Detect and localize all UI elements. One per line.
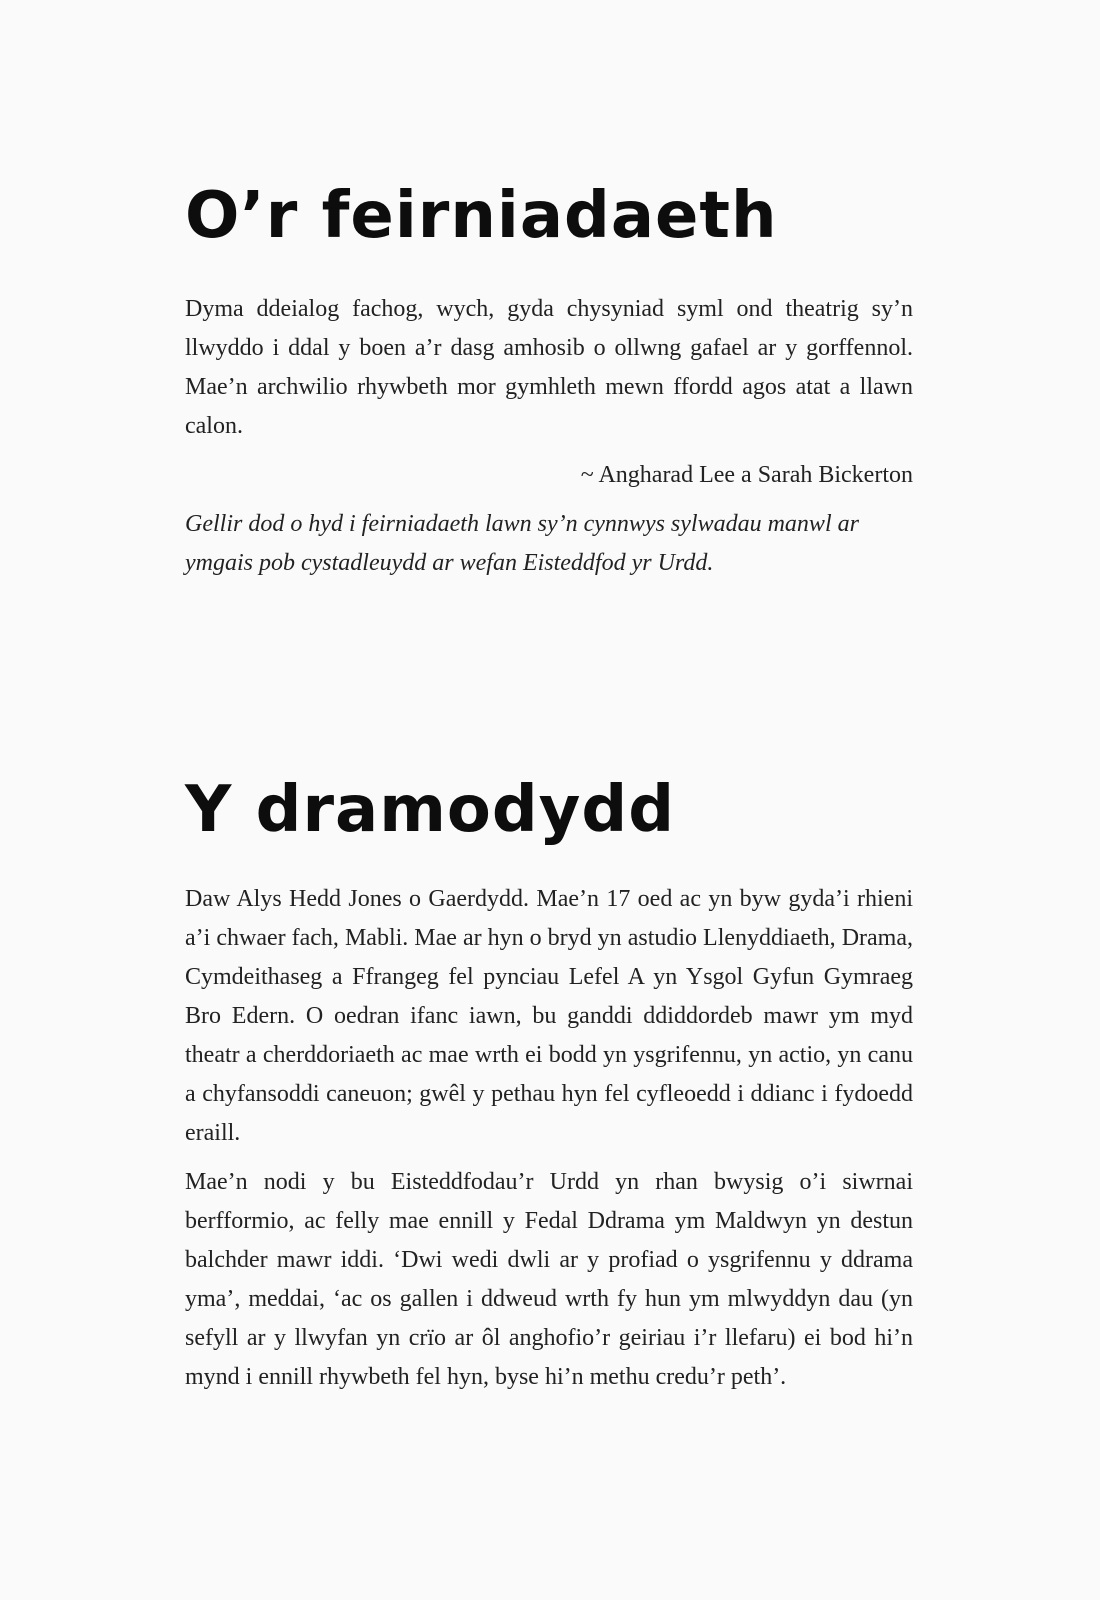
section-title-dramodydd: Y dramodydd bbox=[185, 773, 675, 847]
dramodydd-paragraph-1: Daw Alys Hedd Jones o Gaerdydd. Mae’n 17 oed ac yn byw gyda’i rhieni a’i chwaer fach, Mabli. Mae ar hyn o bryd yn astudio Llenyddiaeth, Drama, Cymdeithaseg a Ffrangeg fel pynciau Lefel A yn Ysgol Gyfun Gymraeg Bro Edern. O oedran ifanc iawn, bu ganddi ddiddordeb mawr ym myd theatr a cherddoriaeth ac mae wrth ei bodd yn ysgrifennu, yn actio, yn canu a chyfansoddi caneuon; gwêl y pethau hyn fel cyfleoedd i ddianc i fydoedd eraill. bbox=[185, 886, 913, 1146]
section-title-feirniadaeth: O’r feirniadaeth bbox=[185, 179, 778, 253]
dramodydd-paragraph-2: Mae’n nodi y bu Eisteddfodau’r Urdd yn rhan bwysig o’i siwrnai berfformio, ac felly mae ennill y Fedal Ddrama ym Maldwyn yn destun balchder mawr iddi. ‘Dwi wedi dwli ar y profiad o ysgrifennu y ddrama yma’, meddai, ‘ac os gallen i ddweud wrth fy hun ym mlwyddyn dau (yn sefyll ar y llwyfan yn crïo ar ôl anghofio’r geiriau i’r llefaru) ei bod hi’n mynd i ennill rhywbeth fel hyn, byse hi’n methu credu’r peth’. bbox=[185, 1169, 913, 1390]
dramodydd-section bbox=[185, 880, 913, 1397]
feirniadaeth-note: Gellir dod o hyd i feirniadaeth lawn sy’n cynnwys sylwadau manwl ar ymgais pob cystadleuydd ar wefan Eisteddfod yr Urdd. bbox=[185, 511, 859, 576]
feirniadaeth-paragraph: Dyma ddeialog fachog, wych, gyda chysyniad syml ond theatrig sy’n llwyddo i ddal y boen a’r dasg amhosib o ollwng gafael ar y gorffennol. Mae’n archwilio rhywbeth mor gymhleth mewn ffordd agos atat a llawn calon. bbox=[185, 296, 913, 439]
feirniadaeth-section bbox=[185, 290, 913, 583]
attribution: ~ Angharad Lee a Sarah Bickerton bbox=[580, 462, 913, 488]
